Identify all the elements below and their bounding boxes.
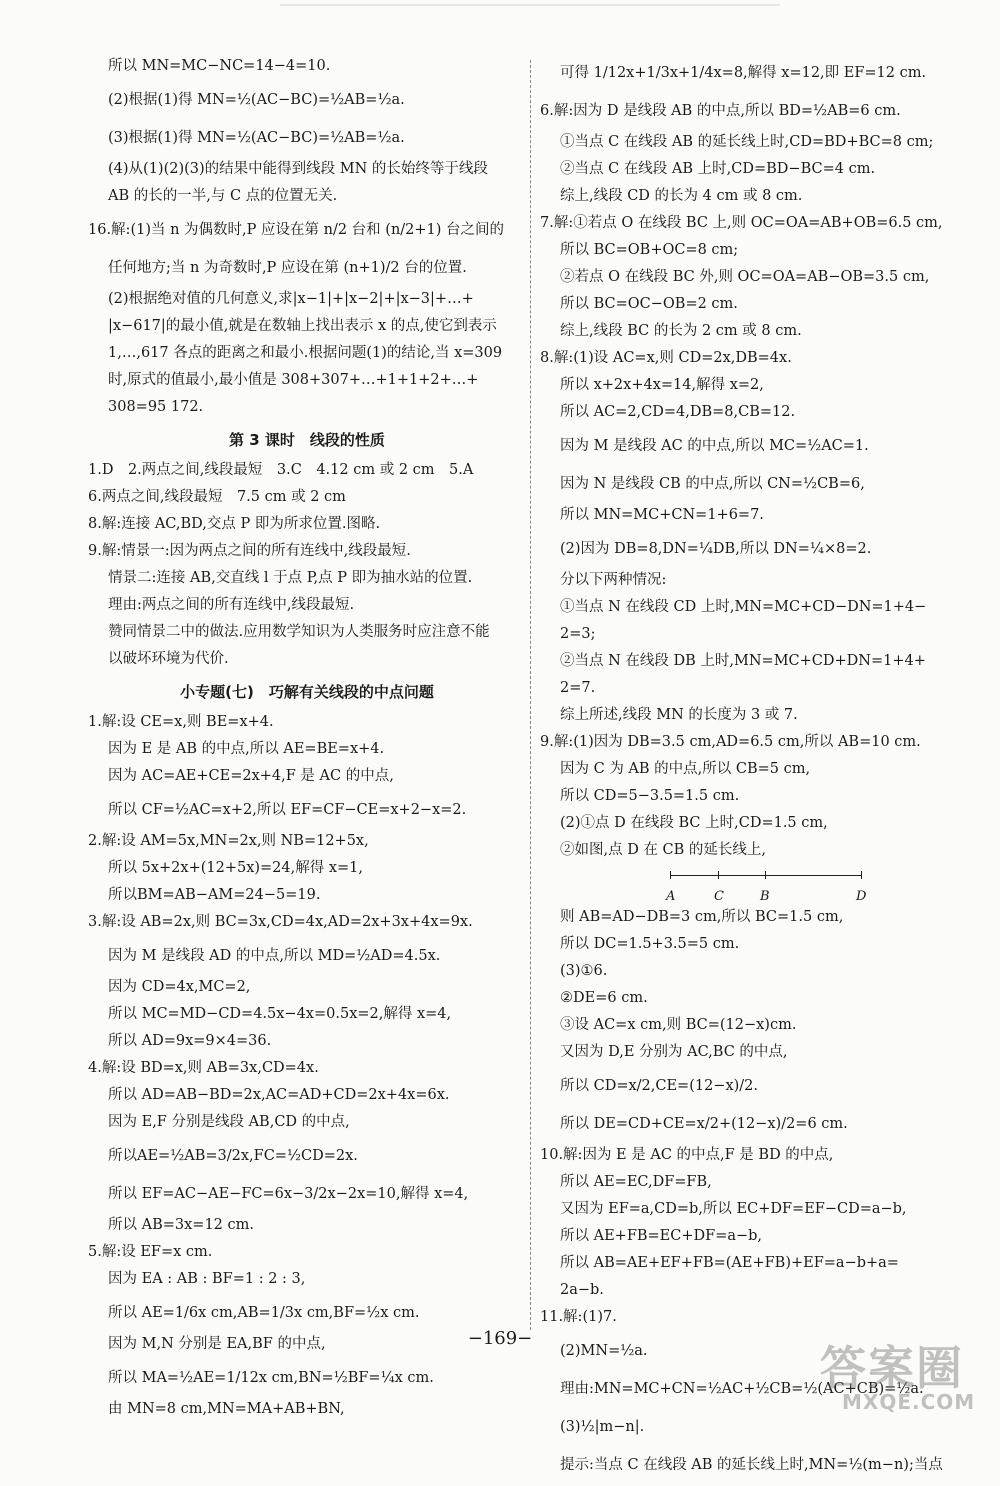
- text-line: 时,原式的值最小,最小值是 308+307+…+1+1+2+…+: [108, 372, 479, 388]
- text-line: (2)根据(1)得 MN=½(AC−BC)=½AB=½a.: [108, 92, 405, 108]
- text-line: 赞同情景二中的做法.应用数学知识为人类服务时应注意不能: [108, 624, 490, 640]
- text-line: 11.解:(1)7.: [540, 1309, 617, 1325]
- text-line: 1,…,617 各点的距离之和最小.根据问题(1)的结论,当 x=309: [108, 345, 503, 361]
- text-line: 所以 AD=AB−BD=2x,AC=AD+CD=2x+4x=6x.: [108, 1087, 450, 1103]
- text-line: 16.解:(1)当 n 为偶数时,P 应设在第 n/2 台和 (n/2+1) 台之间的: [88, 222, 505, 238]
- text-line: |x−617|的最小值,就是在数轴上找出表示 x 的点,使它到表示: [108, 318, 497, 334]
- right-column: [540, 56, 980, 1486]
- text-line: 所以AE=½AB=3/2x,FC=½CD=2x.: [108, 1148, 358, 1164]
- text-line: 2=3;: [560, 626, 596, 642]
- text-line: 综上,线段 CD 的长为 4 cm 或 8 cm.: [560, 188, 803, 204]
- text-line: (2)①点 D 在线段 BC 上时,CD=1.5 cm,: [560, 815, 828, 831]
- line-segment-figure: [560, 867, 980, 903]
- text-line: ②DE=6 cm.: [560, 990, 648, 1006]
- point-label-a: A: [666, 889, 676, 904]
- point-tick-b: [765, 871, 766, 879]
- text-line: 综上所述,线段 MN 的长度为 3 或 7.: [560, 707, 798, 723]
- text-line: 8.解:连接 AC,BD,交点 P 即为所求位置.图略.: [88, 516, 381, 532]
- text-line: 可得 1/12x+1/3x+1/4x=8,解得 x=12,即 EF=12 cm.: [560, 65, 927, 81]
- text-line: 7.解:①若点 O 在线段 BC 上,则 OC=OA=AB+OB=6.5 cm,: [540, 215, 943, 231]
- text-line: 综上,线段 BC 的长为 2 cm 或 8 cm.: [560, 323, 802, 339]
- text-line: 所以 MA=½AE=1/12x cm,BN=½BF=¼x cm.: [108, 1370, 434, 1386]
- text-line: (2)因为 DB=8,DN=¼DB,所以 DN=¼×8=2.: [560, 541, 872, 557]
- point-label-d: D: [856, 889, 867, 904]
- segment-line: [670, 875, 862, 876]
- text-line: 所以 CD=x/2,CE=(12−x)/2.: [560, 1078, 759, 1094]
- text-line: 因为 M 是线段 AC 的中点,所以 MC=½AC=1.: [560, 438, 869, 454]
- text-line: 所以 AE+FB=EC+DF=a−b,: [560, 1228, 763, 1244]
- watermark-url: MXQE.COM: [842, 1390, 976, 1414]
- text-line: ②如图,点 D 在 CB 的延长线上,: [560, 842, 767, 858]
- text-line: 所以 AB=AE+EF+FB=(AE+FB)+EF=a−b+a=: [560, 1255, 899, 1271]
- text-line: 2a−b.: [560, 1282, 604, 1298]
- text-line: 所以 MC=MD−CD=4.5x−4x=0.5x=2,解得 x=4,: [108, 1006, 452, 1022]
- text-line: 理由:MN=MC+CN=½AC+½CB=½(AC+CB)=½a.: [560, 1381, 924, 1397]
- point-label-c: C: [714, 889, 724, 904]
- text-line: 所以 DC=1.5+3.5=5 cm.: [560, 936, 740, 952]
- text-line: ①当点 N 在线段 CD 上时,MN=MC+CD−DN=1+4−: [560, 599, 927, 615]
- text-line: (2)MN=½a.: [560, 1343, 648, 1359]
- text-line: 所以 CD=5−3.5=1.5 cm.: [560, 788, 740, 804]
- point-tick-c: [718, 871, 719, 879]
- text-line: 3.解:设 AB=2x,则 BC=3x,CD=4x,AD=2x+3x+4x=9x.: [88, 914, 473, 930]
- text-line: 任何地方;当 n 为奇数时,P 应设在第 (n+1)/2 台的位置.: [108, 260, 467, 276]
- scan-edge: [280, 4, 780, 6]
- text-line: 所以 AE=1/6x cm,AB=1/3x cm,BF=½x cm.: [108, 1305, 420, 1321]
- page-number: −169−: [467, 1328, 533, 1349]
- text-line: 所以 BC=OC−OB=2 cm.: [560, 296, 738, 312]
- text-line: 1.解:设 CE=x,则 BE=x+4.: [88, 714, 274, 730]
- text-line: (2)根据绝对值的几何意义,求|x−1|+|x−2|+|x−3|+…+: [108, 291, 474, 307]
- text-line: 所以 MN=MC−NC=14−4=10.: [108, 58, 331, 74]
- text-line: ①当点 C 在线段 AB 的延长线上时,CD=BD+BC=8 cm;: [560, 134, 934, 150]
- text-line: 所以BM=AB−AM=24−5=19.: [108, 887, 321, 903]
- text-line: 因为 EA : AB : BF=1 : 2 : 3,: [108, 1271, 306, 1287]
- text-line: 所以 AB=3x=12 cm.: [108, 1217, 254, 1233]
- text-line: ②当点 C 在线段 AB 上时,CD=BD−BC=4 cm.: [560, 161, 876, 177]
- column-divider: [530, 60, 531, 1330]
- text-line: 情景二:连接 AB,交直线 l 于点 P,点 P 即为抽水站的位置.: [108, 570, 473, 586]
- text-line: 10.解:因为 E 是 AC 的中点,F 是 BD 的中点,: [540, 1147, 834, 1163]
- text-line: 因为 M 是线段 AD 的中点,所以 MD=½AD=4.5x.: [108, 948, 441, 964]
- text-line: 所以 x+2x+4x=14,解得 x=2,: [560, 377, 764, 393]
- text-line: 所以 MN=MC+CN=1+6=7.: [560, 507, 764, 523]
- point-tick-d: [861, 871, 862, 879]
- text-line: 5.解:设 EF=x cm.: [88, 1244, 213, 1260]
- text-line: 因为 C 为 AB 的中点,所以 CB=5 cm,: [560, 761, 811, 777]
- text-line: 所以 DE=CD+CE=x/2+(12−x)/2=6 cm.: [560, 1116, 848, 1132]
- text-line: 所以 EF=AC−AE−FC=6x−3/2x−2x=10,解得 x=4,: [108, 1186, 469, 1202]
- text-line: (4)从(1)(2)(3)的结果中能得到线段 MN 的长始终等于线段: [108, 161, 488, 177]
- text-line: 所以 BC=OB+OC=8 cm;: [560, 242, 739, 258]
- text-line: 6.两点之间,线段最短 7.5 cm 或 2 cm: [88, 489, 346, 505]
- text-line: ③设 AC=x cm,则 BC=(12−x)cm.: [560, 1017, 797, 1033]
- text-line: 2=7.: [560, 680, 596, 696]
- text-line: ②当点 N 在线段 DB 上时,MN=MC+CD+DN=1+4+: [560, 653, 926, 669]
- text-line: 8.解:(1)设 AC=x,则 CD=2x,DB=4x.: [540, 350, 792, 366]
- text-line: 因为 N 是线段 CB 的中点,所以 CN=½CB=6,: [560, 476, 865, 492]
- text-line: 6.解:因为 D 是线段 AB 的中点,所以 BD=½AB=6 cm.: [540, 103, 901, 119]
- text-line: (3)根据(1)得 MN=½(AC−BC)=½AB=½a.: [108, 130, 405, 146]
- text-line: 308=95 172.: [108, 399, 204, 415]
- text-line: 2.解:设 AM=5x,MN=2x,则 NB=12+5x,: [88, 833, 369, 849]
- left-column: [88, 56, 526, 1426]
- text-line: 所以 AC=2,CD=4,DB=8,CB=12.: [560, 404, 796, 420]
- text-line: 9.解:(1)因为 DB=3.5 cm,AD=6.5 cm,所以 AB=10 cm.: [540, 734, 921, 750]
- section-heading: 第 3 课时 线段的性质: [229, 431, 385, 449]
- text-line: 1.D 2.两点之间,线段最短 3.C 4.12 cm 或 2 cm 5.A: [88, 462, 474, 478]
- text-line: 又因为 EF=a,CD=b,所以 EC+DF=EF−CD=a−b,: [560, 1201, 907, 1217]
- text-line: 由 MN=8 cm,MN=MA+AB+BN,: [108, 1401, 345, 1417]
- text-line: 提示:当点 C 在线段 AB 的延长线上时,MN=½(m−n);当点: [560, 1457, 943, 1473]
- text-line: AB 的长的一半,与 C 点的位置无关.: [108, 188, 338, 204]
- text-line: 以破坏环境为代价.: [108, 651, 229, 667]
- text-line: 分以下两种情况:: [560, 572, 667, 588]
- text-line: 又因为 D,E 分别为 AC,BC 的中点,: [560, 1044, 788, 1060]
- text-line: 因为 CD=4x,MC=2,: [108, 979, 251, 995]
- watermark-logo: [820, 1332, 995, 1417]
- text-line: ②若点 O 在线段 BC 外,则 OC=OA=AB−OB=3.5 cm,: [560, 269, 930, 285]
- text-line: 所以 AE=EC,DF=FB,: [560, 1174, 712, 1190]
- text-line: 因为 AC=AE+CE=2x+4,F 是 AC 的中点,: [108, 768, 394, 784]
- text-line: 则 AB=AD−DB=3 cm,所以 BC=1.5 cm,: [560, 909, 844, 925]
- text-line: 4.解:设 BD=x,则 AB=3x,CD=4x.: [88, 1060, 319, 1076]
- watermark-text: 答案圈: [820, 1341, 964, 1395]
- text-line: 因为 E 是 AB 的中点,所以 AE=BE=x+4.: [108, 741, 385, 757]
- point-label-b: B: [760, 889, 770, 904]
- text-line: 所以 AD=9x=9×4=36.: [108, 1033, 272, 1049]
- text-line: 所以 CF=½AC=x+2,所以 EF=CF−CE=x+2−x=2.: [108, 802, 467, 818]
- text-line: (3)①6.: [560, 963, 608, 979]
- text-line: 因为 M,N 分别是 EA,BF 的中点,: [108, 1336, 326, 1352]
- section-heading: 小专题(七) 巧解有关线段的中点问题: [180, 683, 434, 701]
- text-line: 9.解:情景一:因为两点之间的所有连线中,线段最短.: [88, 543, 411, 559]
- text-line: (3)½|m−n|.: [560, 1419, 645, 1435]
- text-line: 理由:两点之间的所有连线中,线段最短.: [108, 597, 355, 613]
- point-tick-a: [670, 871, 671, 879]
- text-line: 所以 5x+2x+(12+5x)=24,解得 x=1,: [108, 860, 364, 876]
- text-line: 因为 E,F 分别是线段 AB,CD 的中点,: [108, 1114, 350, 1130]
